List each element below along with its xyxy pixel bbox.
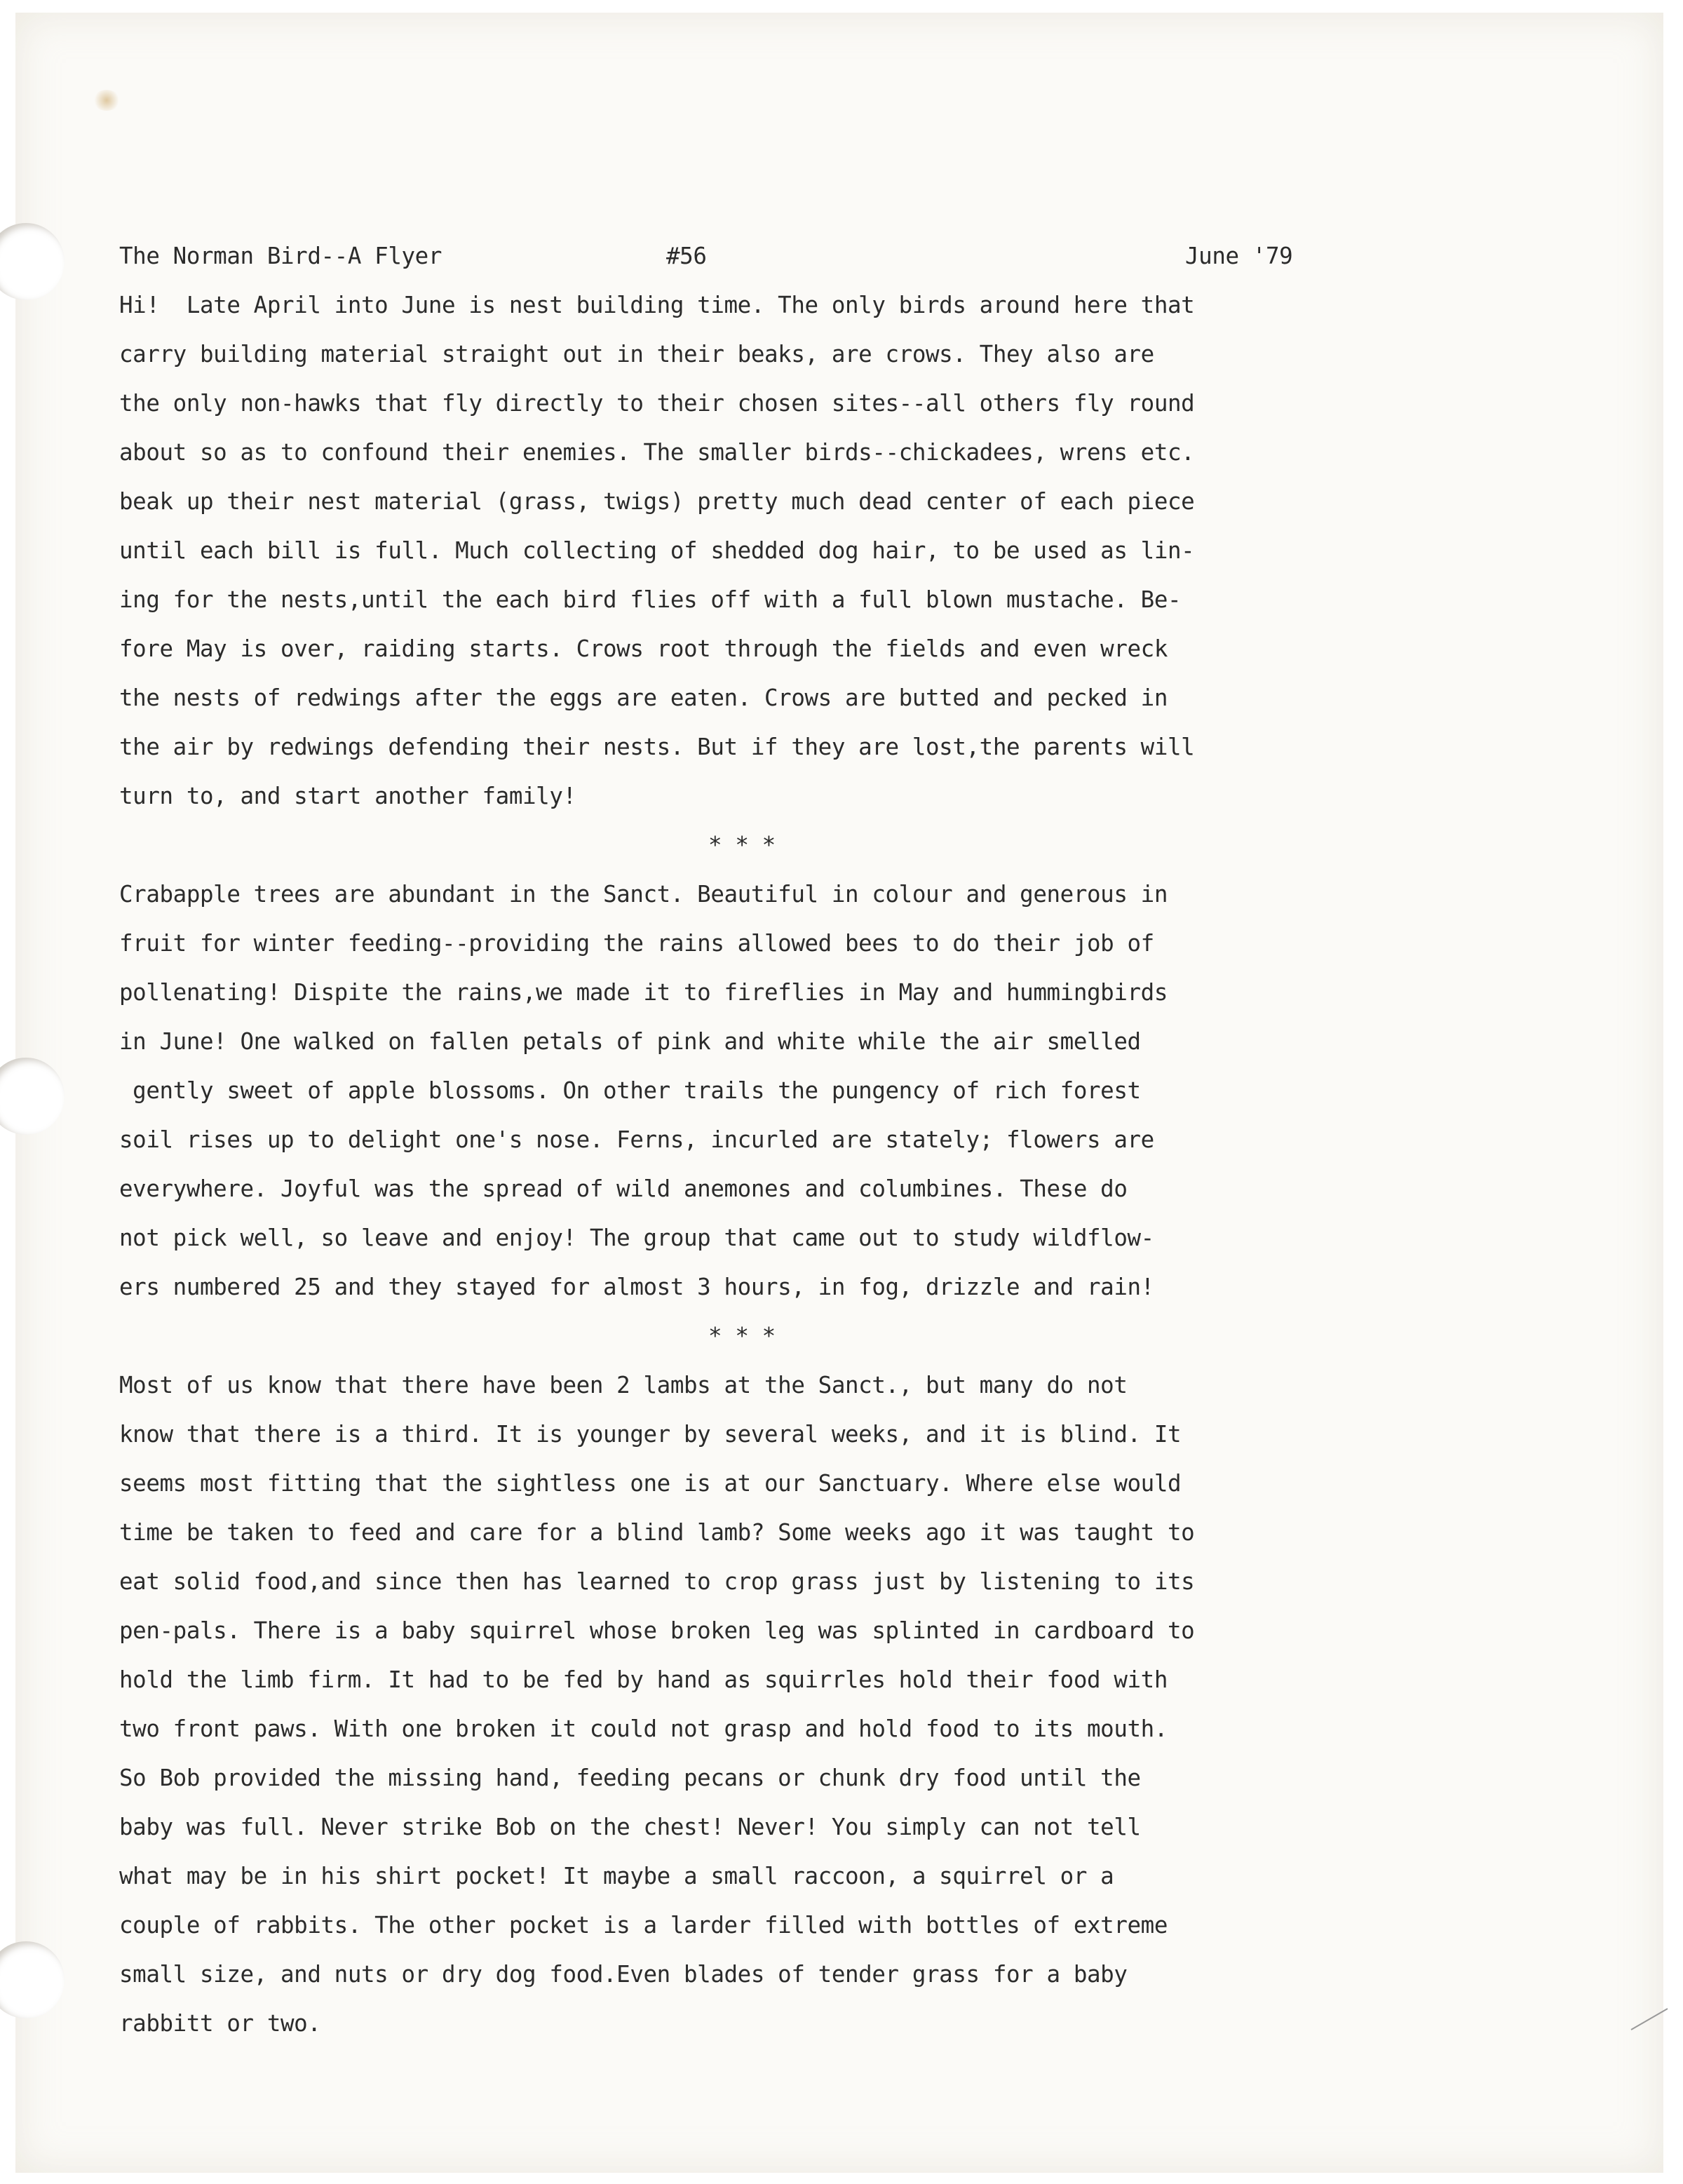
- newsletter-title: The Norman Bird--A Flyer: [119, 243, 442, 269]
- text-line: know that there is a third. It is younger by several weeks, and it is blind. It: [119, 1421, 1182, 1448]
- text-line: small size, and nuts or dry dog food.Even blades of tender grass for a baby: [119, 1961, 1128, 1988]
- text-line: Most of us know that there have been 2 lambs at the Sanct., but many do not: [119, 1372, 1128, 1398]
- text-line: fruit for winter feeding--providing the rains allowed bees to do their job of: [119, 930, 1154, 957]
- text-line: fore May is over, raiding starts. Crows root through the fields and even wreck: [119, 635, 1168, 662]
- paragraph-crabapple: [119, 870, 1522, 1312]
- text-line: about so as to confound their enemies. The smaller birds--chickadees, wrens etc.: [119, 439, 1195, 466]
- stain-mark: [93, 90, 121, 111]
- text-line: in June! One walked on fallen petals of pink and white while the air smelled: [119, 1028, 1141, 1055]
- text-line: beak up their nest material (grass, twigs) pretty much dead center of each piece: [119, 488, 1195, 515]
- text-line: until each bill is full. Much collecting of shedded dog hair, to be used as lin-: [119, 537, 1195, 564]
- text-line: time be taken to feed and care for a blind lamb? Some weeks ago it was taught to: [119, 1519, 1195, 1546]
- text-line: Crabapple trees are abundant in the Sanct. Beautiful in colour and generous in: [119, 881, 1168, 908]
- punch-hole-bottom: [0, 1941, 65, 2018]
- text-line: ers numbered 25 and they stayed for almost 3 hours, in fog, drizzle and rain!: [119, 1274, 1154, 1300]
- text-line: the air by redwings defending their nests. But if they are lost,the parents will: [119, 734, 1195, 760]
- text-line: gently sweet of apple blossoms. On other trails the pungency of rich forest: [119, 1077, 1141, 1104]
- text-line: baby was full. Never strike Bob on the chest! Never! You simply can not tell: [119, 1814, 1141, 1840]
- text-line: pollenating! Dispite the rains,we made it to fireflies in May and hummingbirds: [119, 979, 1168, 1006]
- newsletter-page: [119, 231, 1522, 2048]
- text-line: two front paws. With one broken it could not grasp and hold food to its mouth.: [119, 1715, 1168, 1742]
- text-line: ing for the nests,until the each bird flies off with a full blown mustache. Be-: [119, 586, 1182, 613]
- text-line: couple of rabbits. The other pocket is a larder filled with bottles of extreme: [119, 1912, 1168, 1939]
- paragraph-lambs-and-squirrel: [119, 1361, 1522, 2048]
- text-line: turn to, and start another family!: [119, 783, 576, 809]
- text-line: the nests of redwings after the eggs are eaten. Crows are butted and pecked in: [119, 685, 1168, 711]
- text-line: rabbitt or two.: [119, 2010, 321, 2037]
- text-line: everywhere. Joyful was the spread of wild anemones and columbines. These do: [119, 1175, 1128, 1202]
- text-line: hold the limb firm. It had to be fed by hand as squirrles hold their food with: [119, 1666, 1168, 1693]
- text-line: So Bob provided the missing hand, feeding pecans or chunk dry food until the: [119, 1765, 1141, 1791]
- page-header: [119, 231, 1522, 281]
- section-separator: * * *: [708, 1323, 776, 1349]
- text-line: eat solid food,and since then has learned to crop grass just by listening to its: [119, 1568, 1195, 1595]
- pencil-mark: [1631, 2008, 1668, 2030]
- text-line: Hi! Late April into June is nest building time. The only birds around here that: [119, 292, 1195, 318]
- section-separator: * * *: [708, 832, 776, 858]
- text-line: what may be in his shirt pocket! It maybe a small raccoon, a squirrel or a: [119, 1863, 1114, 1889]
- text-line: not pick well, so leave and enjoy! The group that came out to study wildflow-: [119, 1225, 1154, 1251]
- text-line: the only non-hawks that fly directly to their chosen sites--all others fly round: [119, 390, 1195, 417]
- punch-hole-middle: [0, 1058, 65, 1135]
- issue-number: #56: [666, 243, 707, 269]
- text-line: pen-pals. There is a baby squirrel whose broken leg was splinted in cardboard to: [119, 1617, 1195, 1644]
- issue-date: June '79: [1185, 243, 1293, 269]
- punch-hole-top: [0, 223, 65, 300]
- text-line: soil rises up to delight one's nose. Ferns, incurled are stately; flowers are: [119, 1126, 1154, 1153]
- text-line: seems most fitting that the sightless one is at our Sanctuary. Where else would: [119, 1470, 1182, 1497]
- text-line: carry building material straight out in their beaks, are crows. They also are: [119, 341, 1154, 368]
- paragraph-nest-building: [119, 281, 1522, 821]
